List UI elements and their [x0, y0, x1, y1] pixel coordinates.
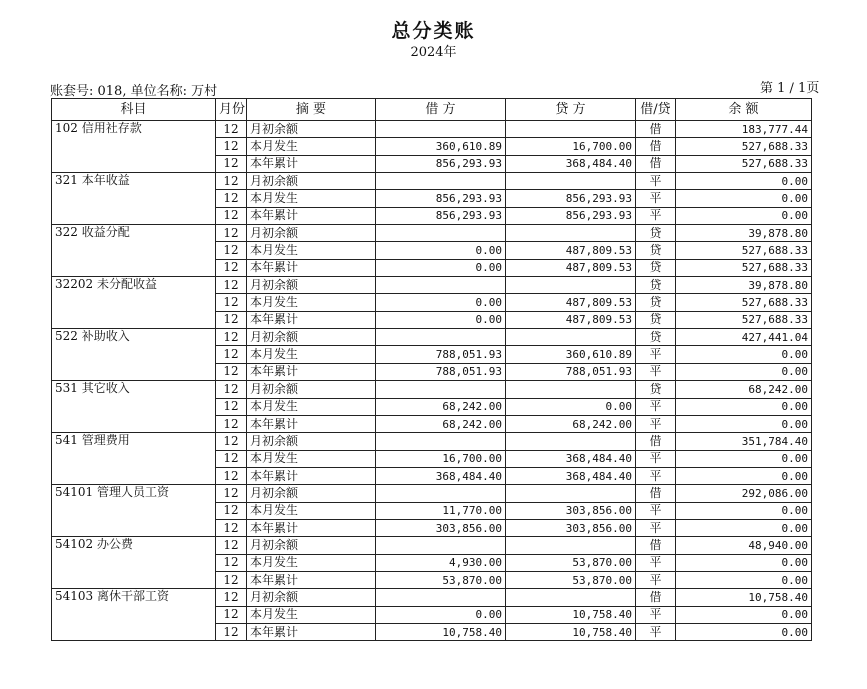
- month-cell: 12: [216, 398, 247, 415]
- credit-cell: 303,856.00: [506, 502, 636, 519]
- direction-cell: 平: [636, 623, 676, 640]
- credit-cell: 10,758.40: [506, 606, 636, 623]
- month-cell: 12: [216, 155, 247, 172]
- credit-cell: 856,293.93: [506, 207, 636, 224]
- debit-cell: [376, 589, 506, 606]
- summary-cell: 本年累计: [247, 623, 376, 640]
- summary-cell: 本月发生: [247, 398, 376, 415]
- account-subject: 541 管理费用: [52, 433, 216, 485]
- debit-cell: 0.00: [376, 606, 506, 623]
- month-cell: 12: [216, 606, 247, 623]
- table-row: [52, 537, 812, 554]
- debit-cell: [376, 225, 506, 242]
- debit-cell: 0.00: [376, 259, 506, 276]
- month-cell: 12: [216, 467, 247, 484]
- account-subject: 54102 办公费: [52, 537, 216, 589]
- direction-cell: 贷: [636, 329, 676, 346]
- summary-cell: 本年累计: [247, 155, 376, 172]
- summary-cell: 月初余额: [247, 329, 376, 346]
- summary-cell: 本月发生: [247, 502, 376, 519]
- credit-cell: 856,293.93: [506, 190, 636, 207]
- month-cell: 12: [216, 242, 247, 259]
- balance-cell: 0.00: [676, 363, 812, 380]
- debit-cell: 4,930.00: [376, 554, 506, 571]
- col-header-credit: 贷 方: [506, 99, 636, 121]
- summary-cell: 月初余额: [247, 537, 376, 554]
- col-header-debit: 借 方: [376, 99, 506, 121]
- debit-cell: [376, 537, 506, 554]
- direction-cell: 平: [636, 207, 676, 224]
- month-cell: 12: [216, 433, 247, 450]
- direction-cell: 平: [636, 519, 676, 536]
- direction-cell: 贷: [636, 294, 676, 311]
- credit-cell: [506, 537, 636, 554]
- balance-cell: 427,441.04: [676, 329, 812, 346]
- credit-cell: 368,484.40: [506, 467, 636, 484]
- table-row: [52, 121, 812, 138]
- balance-cell: 0.00: [676, 502, 812, 519]
- table-row: [52, 173, 812, 190]
- credit-cell: 368,484.40: [506, 450, 636, 467]
- debit-cell: 53,870.00: [376, 571, 506, 588]
- balance-cell: 527,688.33: [676, 138, 812, 155]
- debit-cell: [376, 173, 506, 190]
- debit-cell: 10,758.40: [376, 623, 506, 640]
- month-cell: 12: [216, 277, 247, 294]
- month-cell: 12: [216, 485, 247, 502]
- account-subject: 102 信用社存款: [52, 121, 216, 173]
- credit-cell: 487,809.53: [506, 242, 636, 259]
- summary-cell: 本月发生: [247, 346, 376, 363]
- balance-cell: 0.00: [676, 398, 812, 415]
- direction-cell: 借: [636, 155, 676, 172]
- balance-cell: 68,242.00: [676, 381, 812, 398]
- direction-cell: 平: [636, 398, 676, 415]
- balance-cell: 39,878.80: [676, 225, 812, 242]
- balance-cell: 0.00: [676, 623, 812, 640]
- debit-cell: [376, 329, 506, 346]
- debit-cell: [376, 121, 506, 138]
- debit-cell: 856,293.93: [376, 207, 506, 224]
- balance-cell: 0.00: [676, 467, 812, 484]
- balance-cell: 0.00: [676, 606, 812, 623]
- direction-cell: 借: [636, 433, 676, 450]
- account-subject: 522 补助收入: [52, 329, 216, 381]
- direction-cell: 贷: [636, 225, 676, 242]
- direction-cell: 平: [636, 467, 676, 484]
- summary-cell: 本月发生: [247, 554, 376, 571]
- credit-cell: 487,809.53: [506, 311, 636, 328]
- debit-cell: [376, 485, 506, 502]
- direction-cell: 平: [636, 571, 676, 588]
- credit-cell: 53,870.00: [506, 554, 636, 571]
- account-subject: 321 本年收益: [52, 173, 216, 225]
- summary-cell: 月初余额: [247, 485, 376, 502]
- credit-cell: [506, 329, 636, 346]
- summary-cell: 月初余额: [247, 433, 376, 450]
- direction-cell: 贷: [636, 277, 676, 294]
- month-cell: 12: [216, 554, 247, 571]
- table-row: [52, 225, 812, 242]
- balance-cell: 0.00: [676, 450, 812, 467]
- balance-cell: 0.00: [676, 415, 812, 432]
- summary-cell: 本年累计: [247, 415, 376, 432]
- credit-cell: 53,870.00: [506, 571, 636, 588]
- credit-cell: 10,758.40: [506, 623, 636, 640]
- debit-cell: 11,770.00: [376, 502, 506, 519]
- account-subject: 531 其它收入: [52, 381, 216, 433]
- summary-cell: 本年累计: [247, 311, 376, 328]
- credit-cell: 487,809.53: [506, 259, 636, 276]
- month-cell: 12: [216, 329, 247, 346]
- month-cell: 12: [216, 363, 247, 380]
- direction-cell: 平: [636, 346, 676, 363]
- debit-cell: 360,610.89: [376, 138, 506, 155]
- credit-cell: 360,610.89: [506, 346, 636, 363]
- summary-cell: 本年累计: [247, 363, 376, 380]
- debit-cell: 68,242.00: [376, 415, 506, 432]
- month-cell: 12: [216, 346, 247, 363]
- summary-cell: 本年累计: [247, 207, 376, 224]
- direction-cell: 借: [636, 537, 676, 554]
- summary-cell: 月初余额: [247, 121, 376, 138]
- direction-cell: 贷: [636, 381, 676, 398]
- month-cell: 12: [216, 173, 247, 190]
- credit-cell: 487,809.53: [506, 294, 636, 311]
- month-cell: 12: [216, 138, 247, 155]
- balance-cell: 0.00: [676, 346, 812, 363]
- credit-cell: [506, 485, 636, 502]
- credit-cell: 68,242.00: [506, 415, 636, 432]
- month-cell: 12: [216, 589, 247, 606]
- month-cell: 12: [216, 381, 247, 398]
- table-row: [52, 381, 812, 398]
- balance-cell: 183,777.44: [676, 121, 812, 138]
- header-row: [52, 99, 812, 121]
- credit-cell: [506, 589, 636, 606]
- month-cell: 12: [216, 502, 247, 519]
- page-number: 第 1 / 1页: [760, 81, 820, 96]
- summary-cell: 月初余额: [247, 277, 376, 294]
- direction-cell: 平: [636, 363, 676, 380]
- summary-cell: 本月发生: [247, 242, 376, 259]
- credit-cell: 788,051.93: [506, 363, 636, 380]
- credit-cell: [506, 225, 636, 242]
- month-cell: 12: [216, 311, 247, 328]
- col-header-subject: 科目: [52, 99, 216, 121]
- debit-cell: 856,293.93: [376, 155, 506, 172]
- balance-cell: 292,086.00: [676, 485, 812, 502]
- col-header-balance: 余 额: [676, 99, 812, 121]
- credit-cell: 0.00: [506, 398, 636, 415]
- debit-cell: 368,484.40: [376, 467, 506, 484]
- credit-cell: [506, 173, 636, 190]
- debit-cell: 856,293.93: [376, 190, 506, 207]
- direction-cell: 借: [636, 485, 676, 502]
- col-header-direction: 借/贷: [636, 99, 676, 121]
- general-ledger-table: [51, 98, 812, 641]
- direction-cell: 平: [636, 190, 676, 207]
- month-cell: 12: [216, 537, 247, 554]
- summary-cell: 月初余额: [247, 381, 376, 398]
- table-row: [52, 433, 812, 450]
- debit-cell: [376, 381, 506, 398]
- balance-cell: 351,784.40: [676, 433, 812, 450]
- credit-cell: 16,700.00: [506, 138, 636, 155]
- balance-cell: 0.00: [676, 571, 812, 588]
- summary-cell: 本年累计: [247, 467, 376, 484]
- summary-cell: 本月发生: [247, 190, 376, 207]
- summary-cell: 本月发生: [247, 294, 376, 311]
- direction-cell: 平: [636, 173, 676, 190]
- direction-cell: 平: [636, 450, 676, 467]
- balance-cell: 10,758.40: [676, 589, 812, 606]
- balance-cell: 527,688.33: [676, 311, 812, 328]
- debit-cell: 68,242.00: [376, 398, 506, 415]
- debit-cell: 303,856.00: [376, 519, 506, 536]
- account-set-info: 账套号: 018, 单位名称: 万村: [50, 84, 218, 99]
- table-row: [52, 277, 812, 294]
- month-cell: 12: [216, 207, 247, 224]
- direction-cell: 平: [636, 606, 676, 623]
- balance-cell: 527,688.33: [676, 242, 812, 259]
- month-cell: 12: [216, 225, 247, 242]
- direction-cell: 贷: [636, 311, 676, 328]
- summary-cell: 月初余额: [247, 589, 376, 606]
- direction-cell: 平: [636, 415, 676, 432]
- col-header-month: 月份: [216, 99, 247, 121]
- account-subject: 54101 管理人员工资: [52, 485, 216, 537]
- month-cell: 12: [216, 415, 247, 432]
- summary-cell: 本年累计: [247, 259, 376, 276]
- table-row: [52, 485, 812, 502]
- direction-cell: 借: [636, 121, 676, 138]
- ledger-body: [52, 121, 812, 641]
- summary-cell: 本月发生: [247, 450, 376, 467]
- debit-cell: 0.00: [376, 294, 506, 311]
- summary-cell: 本月发生: [247, 606, 376, 623]
- direction-cell: 贷: [636, 259, 676, 276]
- credit-cell: 303,856.00: [506, 519, 636, 536]
- balance-cell: 527,688.33: [676, 294, 812, 311]
- debit-cell: 788,051.93: [376, 363, 506, 380]
- debit-cell: 0.00: [376, 311, 506, 328]
- document-title: 总分类账: [391, 20, 476, 42]
- account-subject: 322 收益分配: [52, 225, 216, 277]
- balance-cell: 0.00: [676, 207, 812, 224]
- direction-cell: 贷: [636, 242, 676, 259]
- month-cell: 12: [216, 121, 247, 138]
- account-subject: 32202 未分配收益: [52, 277, 216, 329]
- month-cell: 12: [216, 450, 247, 467]
- month-cell: 12: [216, 259, 247, 276]
- balance-cell: 48,940.00: [676, 537, 812, 554]
- month-cell: 12: [216, 190, 247, 207]
- credit-cell: [506, 433, 636, 450]
- month-cell: 12: [216, 623, 247, 640]
- month-cell: 12: [216, 571, 247, 588]
- table-row: [52, 589, 812, 606]
- summary-cell: 月初余额: [247, 225, 376, 242]
- direction-cell: 平: [636, 554, 676, 571]
- balance-cell: 527,688.33: [676, 259, 812, 276]
- credit-cell: [506, 121, 636, 138]
- table-row: [52, 329, 812, 346]
- debit-cell: [376, 277, 506, 294]
- direction-cell: 平: [636, 502, 676, 519]
- summary-cell: 月初余额: [247, 173, 376, 190]
- direction-cell: 借: [636, 138, 676, 155]
- direction-cell: 借: [636, 589, 676, 606]
- balance-cell: 0.00: [676, 554, 812, 571]
- summary-cell: 本年累计: [247, 571, 376, 588]
- debit-cell: 788,051.93: [376, 346, 506, 363]
- credit-cell: [506, 277, 636, 294]
- credit-cell: [506, 381, 636, 398]
- month-cell: 12: [216, 294, 247, 311]
- account-subject: 54103 离休干部工资: [52, 589, 216, 641]
- document-year: 2024年: [410, 45, 457, 60]
- month-cell: 12: [216, 519, 247, 536]
- credit-cell: 368,484.40: [506, 155, 636, 172]
- summary-cell: 本年累计: [247, 519, 376, 536]
- balance-cell: 0.00: [676, 519, 812, 536]
- balance-cell: 527,688.33: [676, 155, 812, 172]
- summary-cell: 本月发生: [247, 138, 376, 155]
- col-header-summary: 摘 要: [247, 99, 376, 121]
- debit-cell: 16,700.00: [376, 450, 506, 467]
- debit-cell: [376, 433, 506, 450]
- balance-cell: 39,878.80: [676, 277, 812, 294]
- balance-cell: 0.00: [676, 190, 812, 207]
- balance-cell: 0.00: [676, 173, 812, 190]
- debit-cell: 0.00: [376, 242, 506, 259]
